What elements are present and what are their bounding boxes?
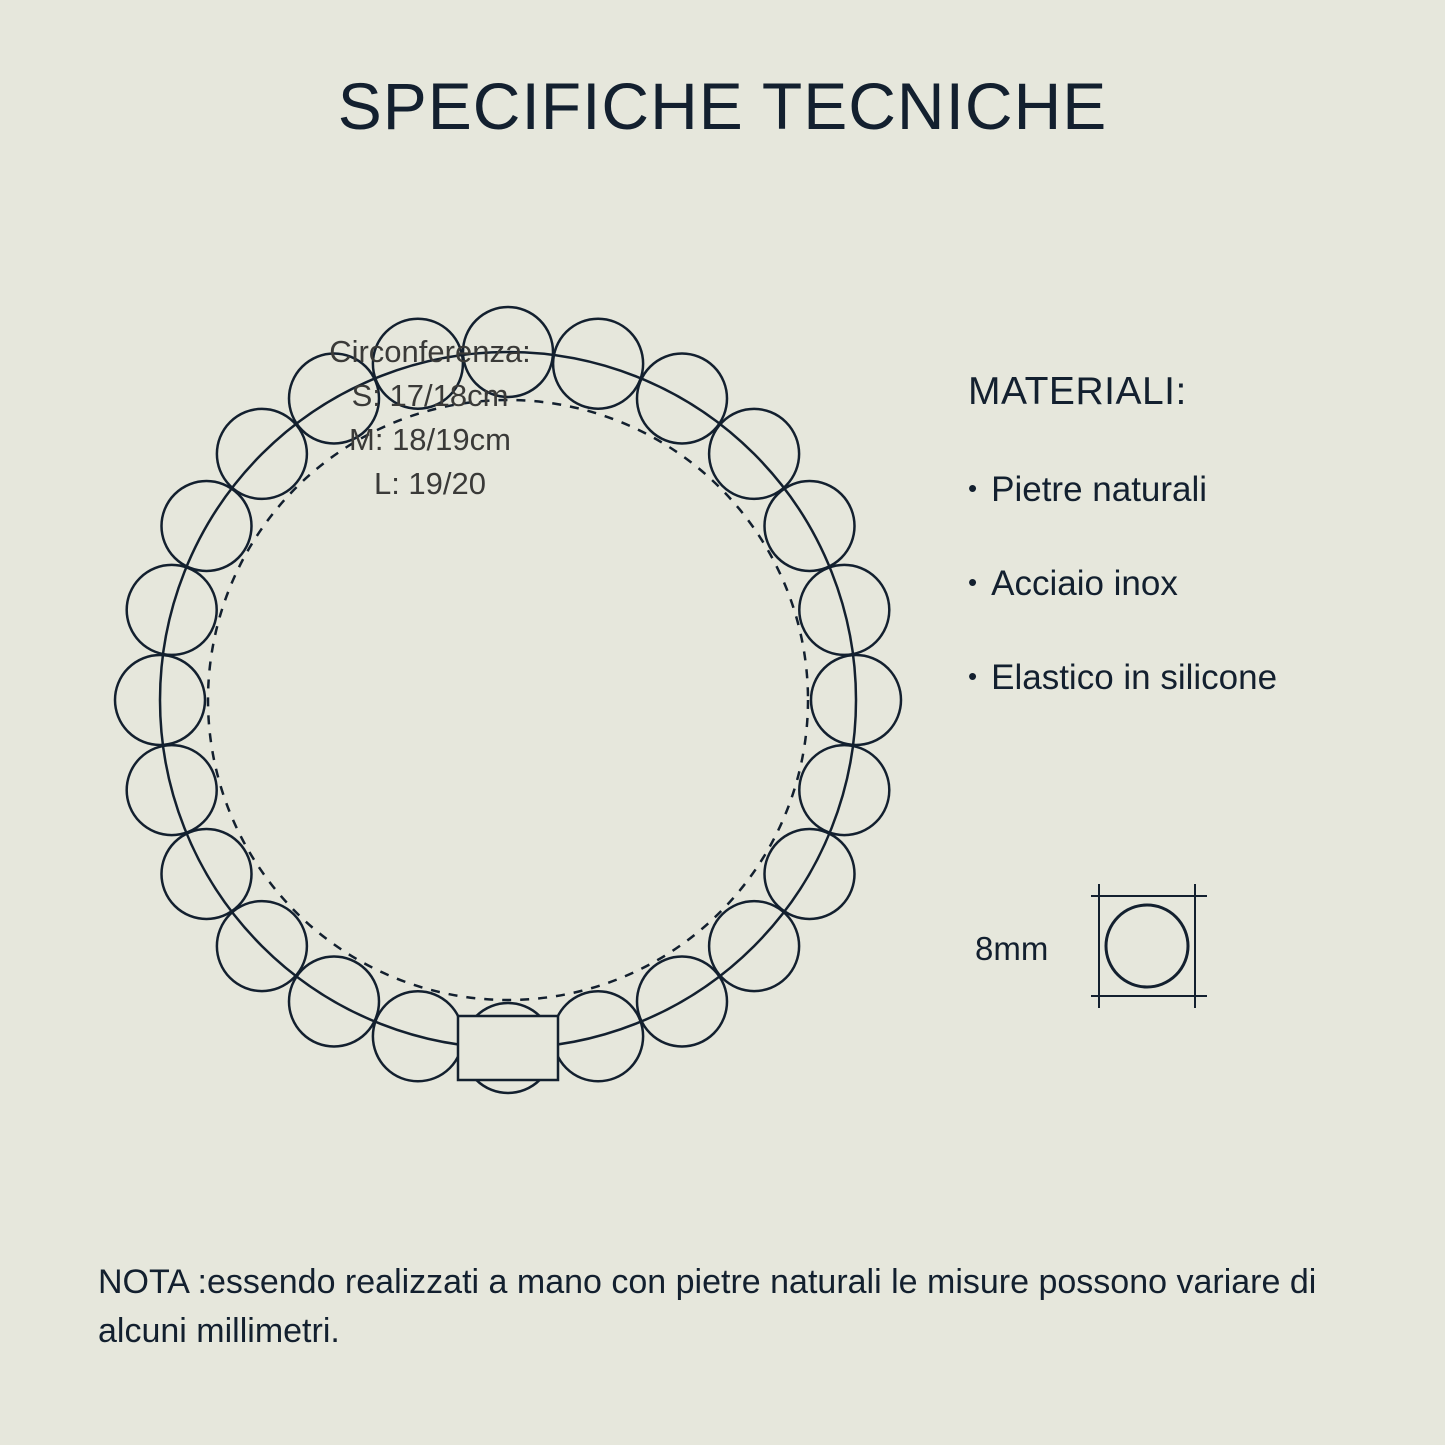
material-item-elastico-in-silicone [968, 658, 1398, 698]
bead-size-spec [975, 880, 1235, 1030]
material-item-pietre-naturali [968, 470, 1398, 510]
bullet-icon: • [968, 473, 978, 503]
bullet-icon: • [968, 661, 978, 691]
note-text: NOTA :essendo realizzati a mano con pietre naturali le misure possono variare di alcuni millimetri. [98, 1263, 1317, 1351]
page-title: SPECIFICHE TECNICHE [337, 69, 1108, 143]
materials-section [968, 370, 1398, 752]
bullet-icon: • [968, 567, 978, 597]
material-item-acciaio-inox [968, 564, 1398, 604]
material-label: Acciaio inox [991, 564, 1178, 603]
bead-dimension-icon [1087, 880, 1237, 1030]
clasp-tube [458, 1016, 558, 1080]
size-l: L: 19/20 [373, 466, 487, 502]
materials-heading: MATERIALI: [968, 370, 1187, 413]
material-label: Pietre naturali [991, 470, 1208, 509]
circumference-info [260, 330, 600, 506]
material-label: Elastico in silicone [991, 658, 1278, 697]
size-s: S: 17/18cm [351, 378, 509, 414]
circumference-label: Circonferenza: [329, 334, 531, 369]
bead-size-label: 8mm [975, 930, 1049, 967]
size-m: M: 18/19cm [349, 422, 511, 458]
